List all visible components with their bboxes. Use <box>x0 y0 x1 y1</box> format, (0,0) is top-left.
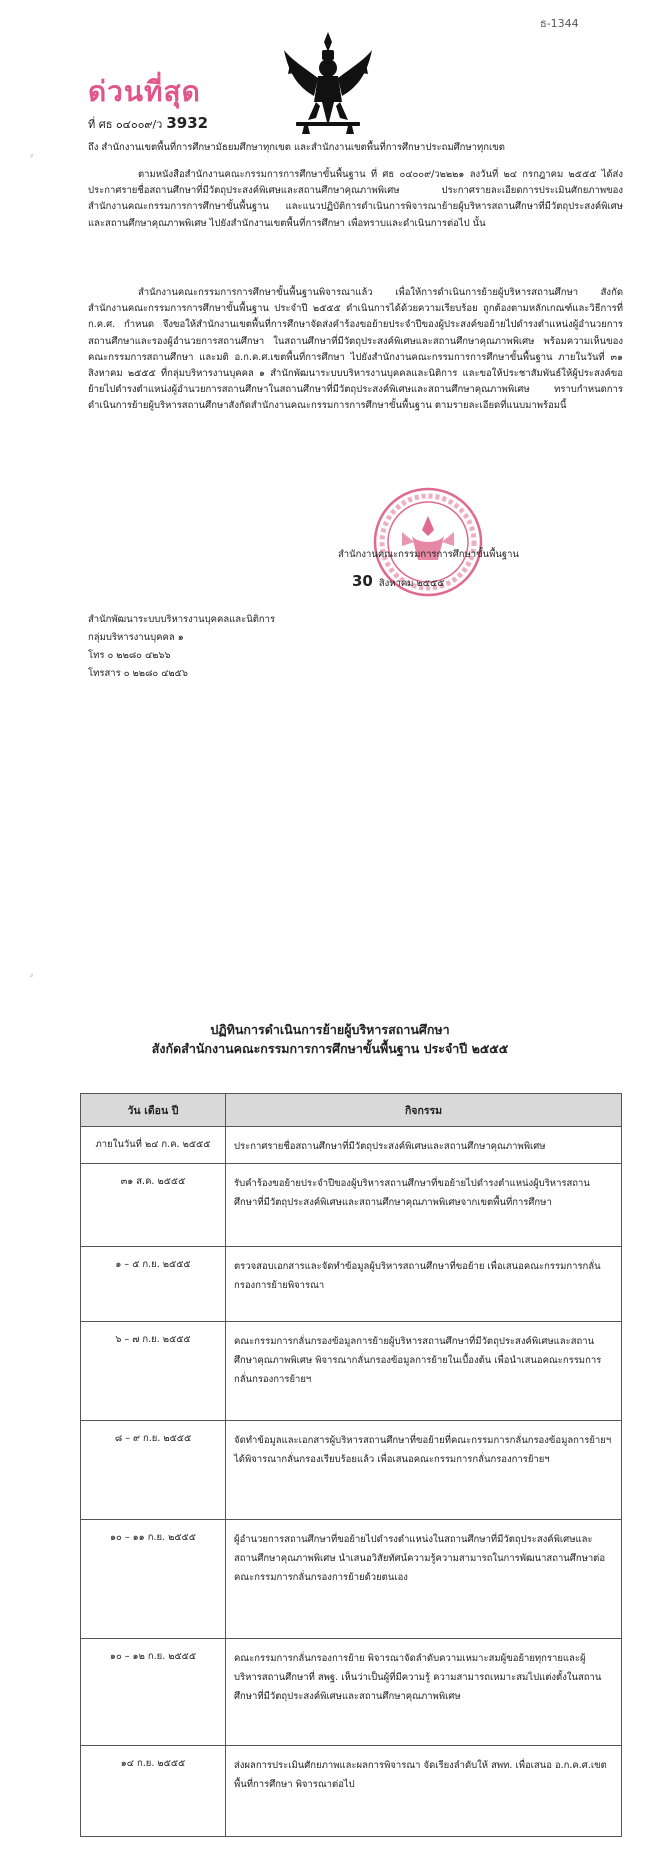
row-activity: ตรวจสอบเอกสารและจัดทำข้อมูลผู้บริหารสถานศึกษาที่ขอย้าย เพื่อเสนอคณะกรรมการกลั่นกรองการย้ายพิจารณา <box>226 1247 622 1322</box>
urgent-stamp: ด่วนที่สุด <box>88 75 201 108</box>
schedule-header-row <box>81 1094 622 1127</box>
row-date: ๑๐ – ๑๑ ก.ย. ๒๕๕๕ <box>81 1520 226 1639</box>
row-activity: คณะกรรมการกลั่นกรองข้อมูลการย้ายผู้บริหารสถานศึกษาที่มีวัตถุประสงค์พิเศษและสถานศึกษาคุณภาพพิเศษ พิจารณากลั่นกรองข้อมูลการย้ายในเบื้องต้น เพื่อนำเสนอคณะกรรมการกลั่นกรองการย้ายฯ <box>226 1322 622 1421</box>
schedule-title-line-1: ปฏิทินการดำเนินการย้ายผู้บริหารสถานศึกษา <box>210 1022 450 1037</box>
footer-office: สำนักพัฒนาระบบบริหารงานบุคคลและนิติการ <box>88 614 276 625</box>
signature-date-month-year: สิงหาคม ๒๕๕๕ <box>378 578 445 589</box>
body-paragraph-1: ตามหนังสือสำนักงานคณะกรรมการการศึกษาขั้นพื้นฐาน ที่ ศธ ๐๔๐๐๙/ว๒๒๒๑ ลงวันที่ ๒๔ กรกฎาคม ๒๕๕๕ ได้ส่งประกาศรายชื่อสถานศึกษาที่มีวัตถุประสงค์พิเศษและสถานศึกษาคุณภาพพิเศษ ประกาศรายละเอียดการประเมินศักยภาพของสำนักงานคณะกรรมการการศึกษาขั้นพื้นฐาน และแนวปฏิบัติการดำเนินการพิจารณาย้ายผู้บริหารสถานศึกษาที่มีวัตถุประสงค์พิเศษและสถานศึกษาคุณภาพพิเศษ ไปยังสำนักงานเขตพื้นที่การศึกษา เพื่อทราบและดำเนินการต่อไป นั้น <box>88 169 623 229</box>
signature-date <box>352 572 444 591</box>
table-row <box>81 1520 622 1639</box>
row-date: ๓๑ ส.ค. ๒๕๕๕ <box>81 1164 226 1247</box>
footer-group: กลุ่มบริหารงานบุคคล ๑ <box>88 632 184 643</box>
row-activity: ประกาศรายชื่อสถานศึกษาที่มีวัตถุประสงค์พิเศษและสถานศึกษาคุณภาพพิเศษ <box>226 1127 622 1164</box>
schedule-table <box>80 1093 622 1837</box>
row-date: ๘ – ๙ ก.ย. ๒๕๕๕ <box>81 1421 226 1520</box>
scan-mark: ⸗ <box>30 970 34 981</box>
document-number-prefix: ที่ ศธ ๐๔๐๐๙/ว <box>88 118 163 131</box>
table-row <box>81 1746 622 1837</box>
row-date: ๑๐ – ๑๒ ก.ย. ๒๕๕๕ <box>81 1639 226 1746</box>
table-row <box>81 1639 622 1746</box>
row-date: ภายในวันที่ ๒๔ ก.ค. ๒๕๕๕ <box>81 1127 226 1164</box>
table-row <box>81 1322 622 1421</box>
table-row <box>81 1421 622 1520</box>
document-number-value: 3932 <box>166 114 209 132</box>
column-header-activity: กิจกรรม <box>226 1094 622 1127</box>
garuda-emblem-icon <box>282 30 374 140</box>
scan-mark: ⸗ <box>30 150 34 161</box>
body-paragraph-2: สำนักงานคณะกรรมการการศึกษาขั้นพื้นฐานพิจารณาแล้ว เพื่อให้การดำเนินการย้ายผู้บริหารสถานศึกษา สังกัดสำนักงานคณะกรรมการการศึกษาขั้นพื้นฐาน ประจำปี ๒๕๕๕ ดำเนินการได้ด้วยความเรียบร้อย ถูกต้องตามหลักเกณฑ์และวิธีการที่ ก.ค.ศ. กำหนด จึงขอให้สำนักงานเขตพื้นที่การศึกษาจัดส่งคำร้องขอย้ายประจำปีของผู้ประสงค์ขอย้ายไปดำรงตำแหน่งผู้อำนวยการสถานศึกษาและรองผู้อำนวยการสถานศึกษา ในสถานศึกษาที่มีวัตถุประสงค์พิเศษและสถานศึกษาคุณภาพพิเศษ พร้อมความเห็นของคณะกรรมการสถานศึกษา และมติ อ.ก.ค.ศ.เขตพื้นที่การศึกษา ไปยังสำนักงานคณะกรรมการการศึกษาขั้นพื้นฐาน ภายในวันที่ ๓๑ สิงหาคม ๒๕๕๕ ที่กลุ่มบริหารงานบุคคล ๑ สำนักพัฒนาระบบบริหารงานบุคคลและนิติการ และขอให้ประชาสัมพันธ์ให้ผู้ประสงค์ขอย้ายไปดำรงตำแหน่งผู้อำนวยการสถานศึกษาในสถานศึกษาที่มีวัตถุประสงค์พิเศษและสถานศึกษาคุณภาพพิเศษ ทราบกำหนดการดำเนินการย้ายผู้บริหารสถานศึกษาสังกัดสำนักงานคณะกรรมการการศึกษาขั้นพื้นฐาน ตามรายละเอียดที่แนบมาพร้อมนี้ <box>88 287 623 412</box>
row-date: ๖ – ๗ ก.ย. ๒๕๕๕ <box>81 1322 226 1421</box>
schedule-title-line-2: สังกัดสำนักงานคณะกรรมการการศึกษาขั้นพื้นฐาน ประจำปี ๒๕๕๕ <box>151 1041 509 1056</box>
footer-contact <box>88 611 388 683</box>
row-date: ๑ – ๕ ก.ย. ๒๕๕๕ <box>81 1247 226 1322</box>
signer-organization: สำนักงานคณะกรรมการการศึกษาขั้นพื้นฐาน <box>338 549 519 560</box>
table-row <box>81 1127 622 1164</box>
row-activity: ส่งผลการประเมินศักยภาพและผลการพิจารณา จัดเรียงลำดับให้ สพท. เพื่อเสนอ อ.ก.ค.ศ.เขตพื้นที่การศึกษา พิจารณาต่อไป <box>226 1746 622 1837</box>
footer-phone: โทร ๐ ๒๒๘๐ ๔๒๖๖ <box>88 650 171 661</box>
footer-fax: โทรสาร ๐ ๒๒๘๐ ๔๒๕๖ <box>88 668 188 679</box>
row-activity: จัดทำข้อมูลและเอกสารผู้บริหารสถานศึกษาที่ขอย้ายที่คณะกรรมการกลั่นกรองข้อมูลการย้ายฯ ได้พิจารณากลั่นกรองเรียบร้อยแล้ว เพื่อเสนอคณะกรรมการกลั่นกรองการย้ายฯ <box>226 1421 622 1520</box>
row-activity: รับคำร้องขอย้ายประจำปีของผู้บริหารสถานศึกษาที่ขอย้ายไปดำรงตำแหน่งผู้บริหารสถานศึกษาที่มีวัตถุประสงค์พิเศษและสถานศึกษาคุณภาพพิเศษจากเขตพื้นที่การศึกษา <box>226 1164 622 1247</box>
table-row <box>81 1164 622 1247</box>
schedule-title <box>0 1020 660 1058</box>
table-row <box>81 1247 622 1322</box>
row-activity: ผู้อำนวยการสถานศึกษาที่ขอย้ายไปดำรงตำแหน่งในสถานศึกษาที่มีวัตถุประสงค์พิเศษและสถานศึกษาคุณภาพพิเศษ นำเสนอวิสัยทัศน์ความรู้ความสามารถในการพัฒนาสถานศึกษาต่อคณะกรรมการกลั่นกรองการย้ายด้วยตนเอง <box>226 1520 622 1639</box>
column-header-date: วัน เดือน ปี <box>81 1094 226 1127</box>
row-date: ๑๔ ก.ย. ๒๕๕๕ <box>81 1746 226 1837</box>
signature-date-day: 30 <box>352 572 373 590</box>
document-number <box>88 114 208 133</box>
addressee-line: ถึง สำนักงานเขตพื้นที่การศึกษามัธยมศึกษาทุกเขต และสำนักงานเขตพื้นที่การศึกษาประถมศึกษาทุกเขต <box>88 142 505 153</box>
row-activity: คณะกรรมการกลั่นกรองการย้าย พิจารณาจัดลำดับความเหมาะสมผู้ขอย้ายทุกรายและผู้บริหารสถานศึกษาที่ สพฐ. เห็นว่าเป็นผู้ที่มีความรู้ ความสามารถเหมาะสมไปแต่งตั้งในสถานศึกษาที่มีวัตถุประสงค์พิเศษและสถานศึกษาคุณภาพพิเศษ <box>226 1639 622 1746</box>
handwritten-reference-number: ธ-1344 <box>540 17 579 30</box>
